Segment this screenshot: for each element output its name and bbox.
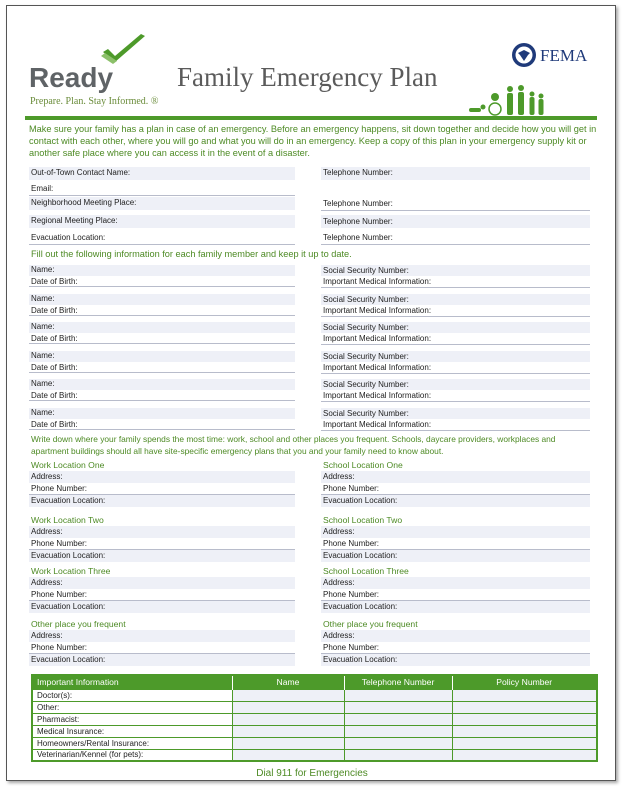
school-location-three-evacuation-label: Evacuation Location: [323,602,398,611]
name-cell[interactable] [232,689,344,701]
out-of-town-telephone-label: Telephone Number: [323,168,393,177]
school-location-two-heading: School Location Two [323,515,403,525]
neighborhood-label: Neighborhood Meeting Place: [31,198,137,207]
member-ssn-label: Social Security Number: [323,380,409,389]
school-location-three-phone-label: Phone Number: [323,590,380,599]
policy-cell[interactable] [452,689,597,701]
work-location-two-address-field[interactable] [29,526,295,538]
member-name-label: Name: [31,265,55,274]
work-location-three-evacuation-label: Evacuation Location: [31,602,106,611]
school-location-three-address-label: Address: [323,578,355,587]
members-instruction: Fill out the following information for each family member and keep it up to date. [31,249,352,259]
family-silhouette-icon [465,82,545,116]
table-row [32,689,597,701]
policy-cell[interactable] [452,725,597,737]
member-name-label: Name: [31,322,55,331]
school-location-two-phone-label: Phone Number: [323,539,380,548]
fema-logo-text: FEMA [540,46,588,65]
other-place-right-address-field[interactable] [321,630,590,642]
table-row [32,725,597,737]
telephone-cell[interactable] [344,689,452,701]
member-name-field[interactable] [29,379,295,390]
other-place-left-phone-label: Phone Number: [31,643,88,652]
member-dob-label: Date of Birth: [31,363,78,372]
work-location-three-heading: Work Location Three [31,566,111,576]
row-label: Veterinarian/Kennel (for pets): [32,749,232,761]
name-cell[interactable] [232,725,344,737]
email-label: Email: [31,184,54,193]
member-medical-label: Important Medical Information: [323,306,432,315]
member-name-label: Name: [31,294,55,303]
member-medical-label: Important Medical Information: [323,420,432,429]
work-location-three-address-label: Address: [31,578,63,587]
member-name-label: Name: [31,408,55,417]
column-header-info: Important Information [32,675,232,689]
member-name-field[interactable] [29,408,295,419]
name-cell[interactable] [232,713,344,725]
member-name-field[interactable] [29,294,295,305]
member-name-label: Name: [31,379,55,388]
work-location-one-heading: Work Location One [31,460,105,470]
school-location-two-address-label: Address: [323,527,355,536]
member-dob-label: Date of Birth: [31,277,78,286]
work-location-two-phone-label: Phone Number: [31,539,88,548]
telephone-cell[interactable] [344,749,452,761]
ready-tagline: Prepare. Plan. Stay Informed. ® [30,96,159,107]
work-location-one-address-field[interactable] [29,471,295,483]
important-info-table [31,674,598,762]
row-label: Medical Insurance: [32,725,232,737]
name-cell[interactable] [232,737,344,749]
work-location-two-address-label: Address: [31,527,63,536]
ready-logo-word: Ready [29,62,114,93]
evacuation-label: Evacuation Location: [31,233,106,242]
work-location-one-evacuation-label: Evacuation Location: [31,496,106,505]
member-dob-label: Date of Birth: [31,306,78,315]
school-location-one-evacuation-label: Evacuation Location: [323,496,398,505]
work-location-two-heading: Work Location Two [31,515,104,525]
name-cell[interactable] [232,701,344,713]
school-location-three-address-field[interactable] [321,577,590,589]
telephone-cell[interactable] [344,737,452,749]
other-place-left-evacuation-label: Evacuation Location: [31,655,106,664]
member-name-label: Name: [31,351,55,360]
telephone-cell[interactable] [344,701,452,713]
work-location-three-phone-label: Phone Number: [31,590,88,599]
member-ssn-label: Social Security Number: [323,352,409,361]
table-row [32,737,597,749]
places-instruction: Write down where your family spends the most time: work, school and other places you frequent. Schools, daycare providers, workplaces and apartment buildings should all have site-specific emergency plans that you and your family need to know about. [31,434,556,456]
row-label: Doctor(s): [32,689,232,701]
other-place-left-heading: Other place you frequent [31,619,126,629]
out-of-town-label: Out-of-Town Contact Name: [31,168,131,177]
row-label: Pharmacist: [32,713,232,725]
school-location-three-heading: School Location Three [323,566,409,576]
member-ssn-label: Social Security Number: [323,295,409,304]
other-place-right-phone-label: Phone Number: [323,643,380,652]
telephone-cell[interactable] [344,725,452,737]
other-place-left-address-field[interactable] [29,630,295,642]
policy-cell[interactable] [452,701,597,713]
intro-paragraph: Make sure your family has a plan in case of an emergency. Before an emergency happens, sit down together and decide how you will get in contact with each other, where you will go and what you will do in an emergency. Keep a copy of this plan in your emergency supply kit or another safe place where you can access it in the event of a disaster. [29,124,597,158]
work-location-two-evacuation-label: Evacuation Location: [31,551,106,560]
member-medical-label: Important Medical Information: [323,277,432,286]
regional-label: Regional Meeting Place: [31,216,118,225]
document-page [6,5,616,781]
work-location-three-address-field[interactable] [29,577,295,589]
other-place-right-evacuation-label: Evacuation Location: [323,655,398,664]
member-name-field[interactable] [29,351,295,362]
column-header-name: Name [232,675,344,689]
member-ssn-label: Social Security Number: [323,323,409,332]
row-label: Homeowners/Rental Insurance: [32,737,232,749]
school-location-one-address-field[interactable] [321,471,590,483]
evacuation-telephone-label: Telephone Number: [323,233,393,242]
regional-telephone-label: Telephone Number: [323,217,393,226]
column-header-telephone: Telephone Number [344,675,452,689]
school-location-one-address-label: Address: [323,472,355,481]
other-place-right-heading: Other place you frequent [323,619,418,629]
member-medical-label: Important Medical Information: [323,363,432,372]
work-location-one-address-label: Address: [31,472,63,481]
table-row [32,701,597,713]
telephone-cell[interactable] [344,713,452,725]
page-title: Family Emergency Plan [177,62,438,92]
member-ssn-label: Social Security Number: [323,409,409,418]
policy-cell[interactable] [452,737,597,749]
header-rule [25,116,597,120]
school-location-two-evacuation-label: Evacuation Location: [323,551,398,560]
other-place-right-address-label: Address: [323,631,355,640]
member-dob-label: Date of Birth: [31,391,78,400]
member-medical-label: Important Medical Information: [323,391,432,400]
member-medical-label: Important Medical Information: [323,334,432,343]
school-location-two-address-field[interactable] [321,526,590,538]
member-name-field[interactable] [29,322,295,333]
row-label: Other: [32,701,232,713]
table-row [32,713,597,725]
table-row [32,749,597,761]
email-field[interactable] [29,183,295,196]
member-name-field[interactable] [29,265,295,276]
column-header-policy: Policy Number [452,675,597,689]
dhs-seal-icon [511,42,537,68]
other-place-left-address-label: Address: [31,631,63,640]
school-location-one-heading: School Location One [323,460,403,470]
checkmark-icon [99,32,149,66]
policy-cell[interactable] [452,713,597,725]
policy-cell[interactable] [452,749,597,761]
member-dob-label: Date of Birth: [31,420,78,429]
school-location-one-phone-label: Phone Number: [323,484,380,493]
member-ssn-label: Social Security Number: [323,266,409,275]
neighborhood-telephone-label: Telephone Number: [323,199,393,208]
work-location-one-phone-label: Phone Number: [31,484,88,493]
member-dob-label: Date of Birth: [31,334,78,343]
name-cell[interactable] [232,749,344,761]
emergency-footer: Dial 911 for Emergencies [256,768,368,779]
